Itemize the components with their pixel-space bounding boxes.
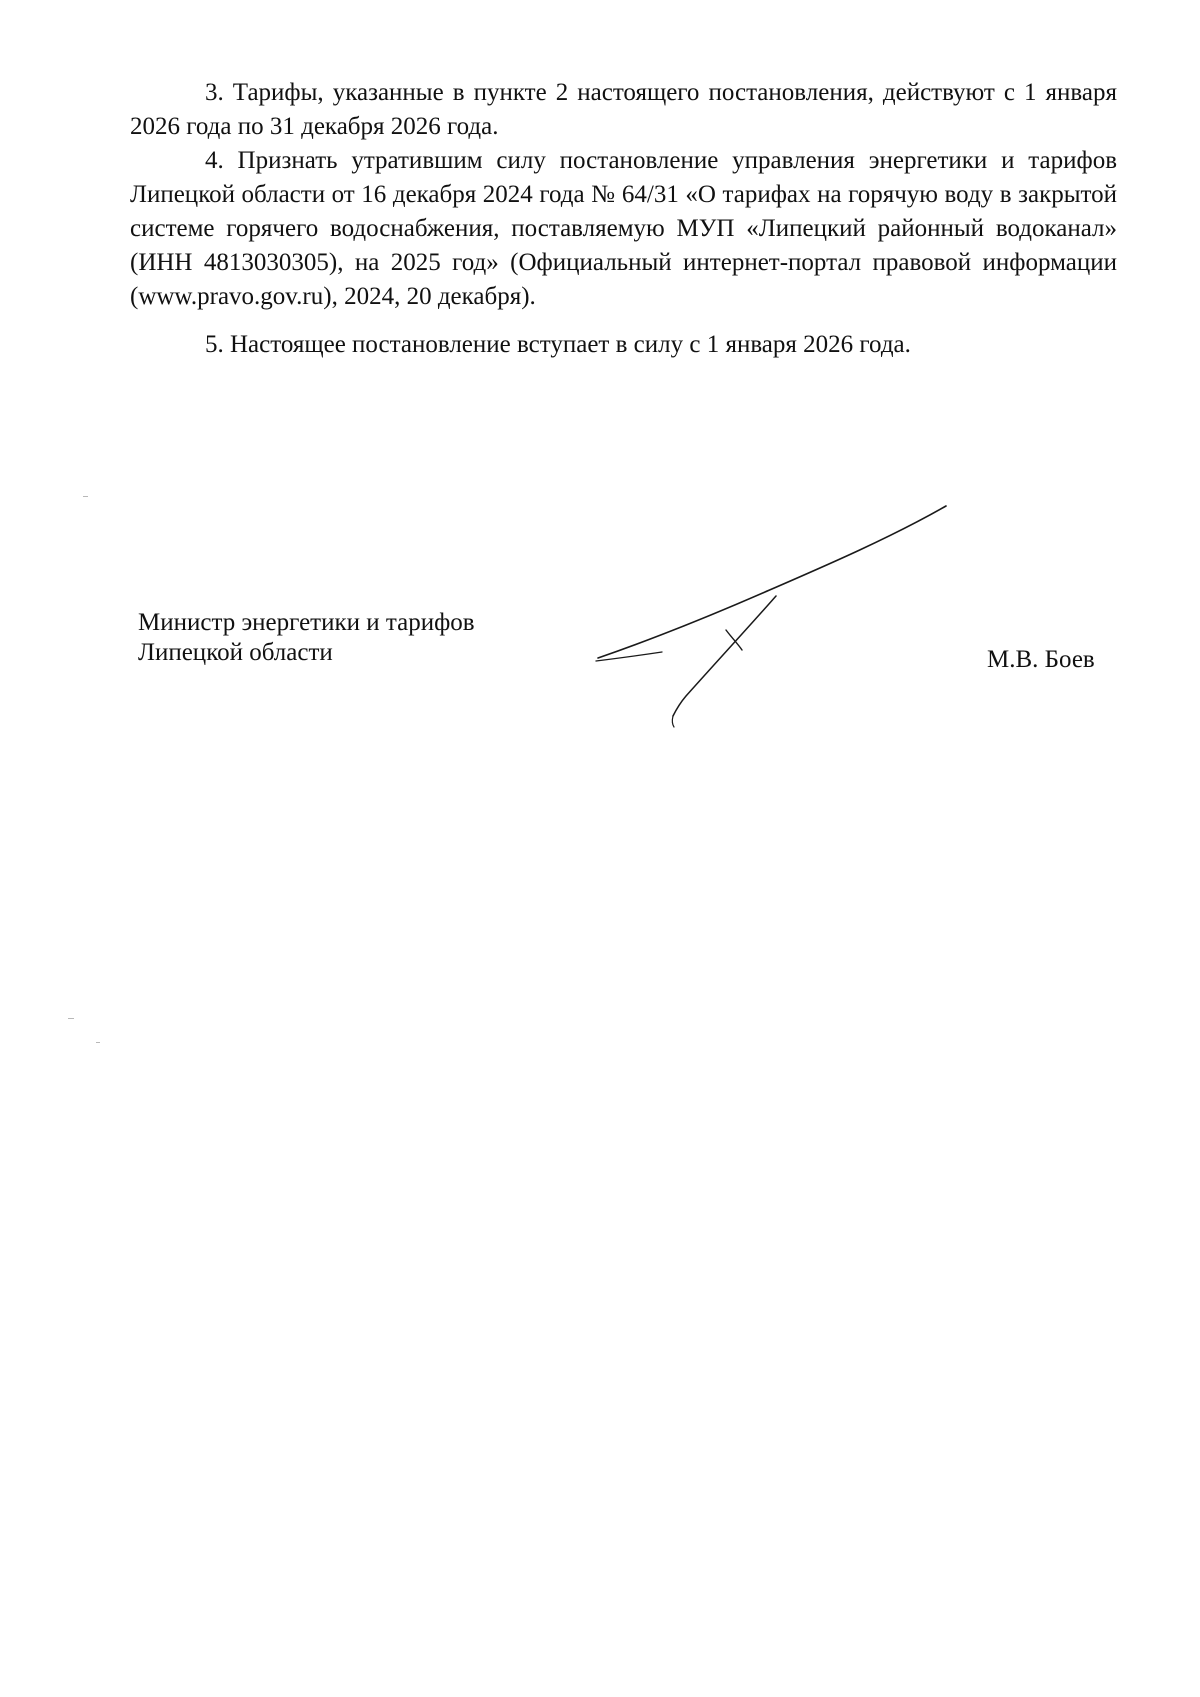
- signature-block: [0, 0, 1200, 760]
- paragraph-5: 5. Настоящее постановление вступает в силу с 1 января 2026 года.: [205, 331, 911, 358]
- signatory-position-line-2: Липецкой области: [138, 639, 333, 666]
- signatory-position: [138, 608, 475, 668]
- scan-artifact: [96, 1042, 100, 1043]
- signatory-position-line-1: Министр энергетики и тарифов: [138, 609, 475, 636]
- paragraph-4: 4. Признать утратившим силу постановление управления энергетики и тарифов Липецкой области от 16 декабря 2024 года № 64/31 «О тарифах на горячую воду в закрытой системе горячего водоснабжения, поставляемую МУП «Липецкий районный водоканал» (ИНН 4813030305), на 2025 год» (Официальный интернет-портал правовой информации (www.pravo.gov.ru), 2024, 20 декабря).: [130, 147, 1117, 310]
- scan-artifact: [83, 496, 88, 497]
- handwritten-signature-icon: [590, 498, 950, 728]
- scan-artifact: [68, 1018, 74, 1019]
- paragraph-3: 3. Тарифы, указанные в пункте 2 настоящего постановления, действуют с 1 января 2026 года по 31 декабря 2026 года.: [130, 79, 1117, 140]
- signatory-name: М.В. Боев: [987, 646, 1095, 673]
